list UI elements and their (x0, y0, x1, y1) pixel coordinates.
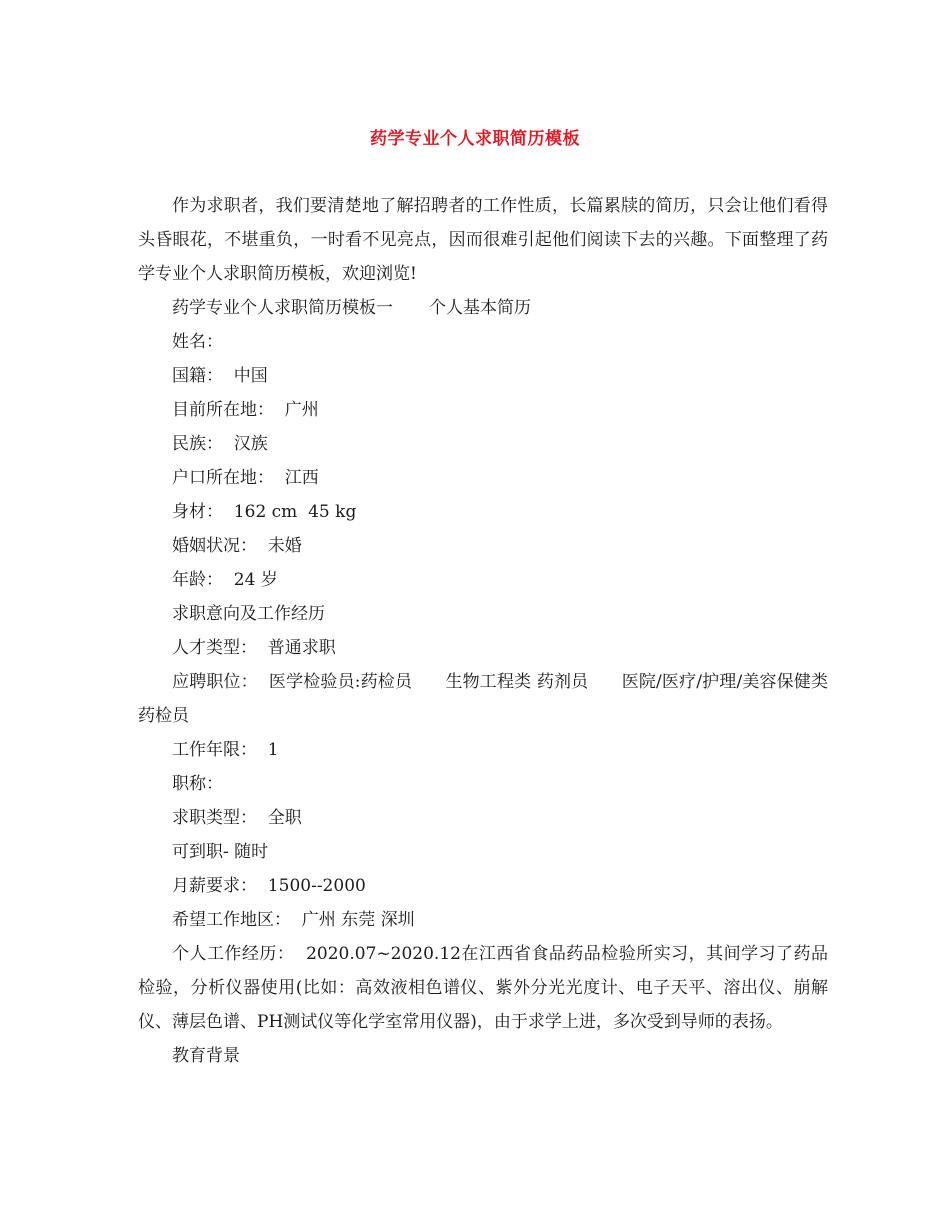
field-ethnicity: 民族： 汉族 (172, 434, 268, 454)
education-heading: 教育背景 (172, 1046, 240, 1066)
field-name: 姓名： (172, 332, 223, 352)
section-title-b: 个人基本简历 (429, 298, 531, 318)
field-hukou: 户口所在地： 江西 (172, 468, 319, 488)
field-age: 年龄： 24 岁 (172, 570, 278, 590)
intent-heading: 求职意向及工作经历 (172, 604, 325, 624)
document-title: 药学专业个人求职简历模板 (370, 129, 580, 149)
section-heading (138, 291, 828, 325)
field-experience: 个人工作经历： 2020.07~2020.12在江西省食品药品检验所实习，其间学习了药品检验，分析仪器使用(比如：高效液相色谱仪、紫外分光光度计、电子天平、溶出仪、崩解仪、薄层色谱、PH测试仪等化学室常用仪器)，由于求学上进，多次受到导师的表扬。 (138, 944, 828, 1032)
field-position: 应聘职位： 医学检验员:药检员 生物工程类 药剂员 医院/医疗/护理/美容保健类 药检员 (138, 672, 834, 726)
field-body: 身材： 162 cm 45 kg (172, 502, 357, 522)
field-region: 希望工作地区： 广州 东莞 深圳 (172, 910, 415, 930)
document-body (138, 189, 834, 1073)
field-nationality: 国籍： 中国 (172, 366, 268, 386)
field-marital: 婚姻状况： 未婚 (172, 536, 302, 556)
field-salary: 月薪要求： 1500--2000 (172, 876, 366, 896)
field-job-type: 求职类型： 全职 (172, 808, 302, 828)
field-location: 目前所在地： 广州 (172, 400, 319, 420)
field-available: 可到职- 随时 (172, 842, 269, 862)
intro-paragraph: 作为求职者，我们要清楚地了解招聘者的工作性质，长篇累牍的简历，只会让他们看得头昏眼花，不堪重负，一时看不见亮点，因而很难引起他们阅读下去的兴趣。下面整理了药学专业个人求职简历模板，欢迎浏览! (138, 196, 828, 284)
field-job-title: 职称： (172, 774, 223, 794)
section-title-a: 药学专业个人求职简历模板一 (172, 298, 393, 318)
field-years: 工作年限： 1 (172, 740, 279, 760)
field-talent-type: 人才类型： 普通求职 (172, 638, 336, 658)
